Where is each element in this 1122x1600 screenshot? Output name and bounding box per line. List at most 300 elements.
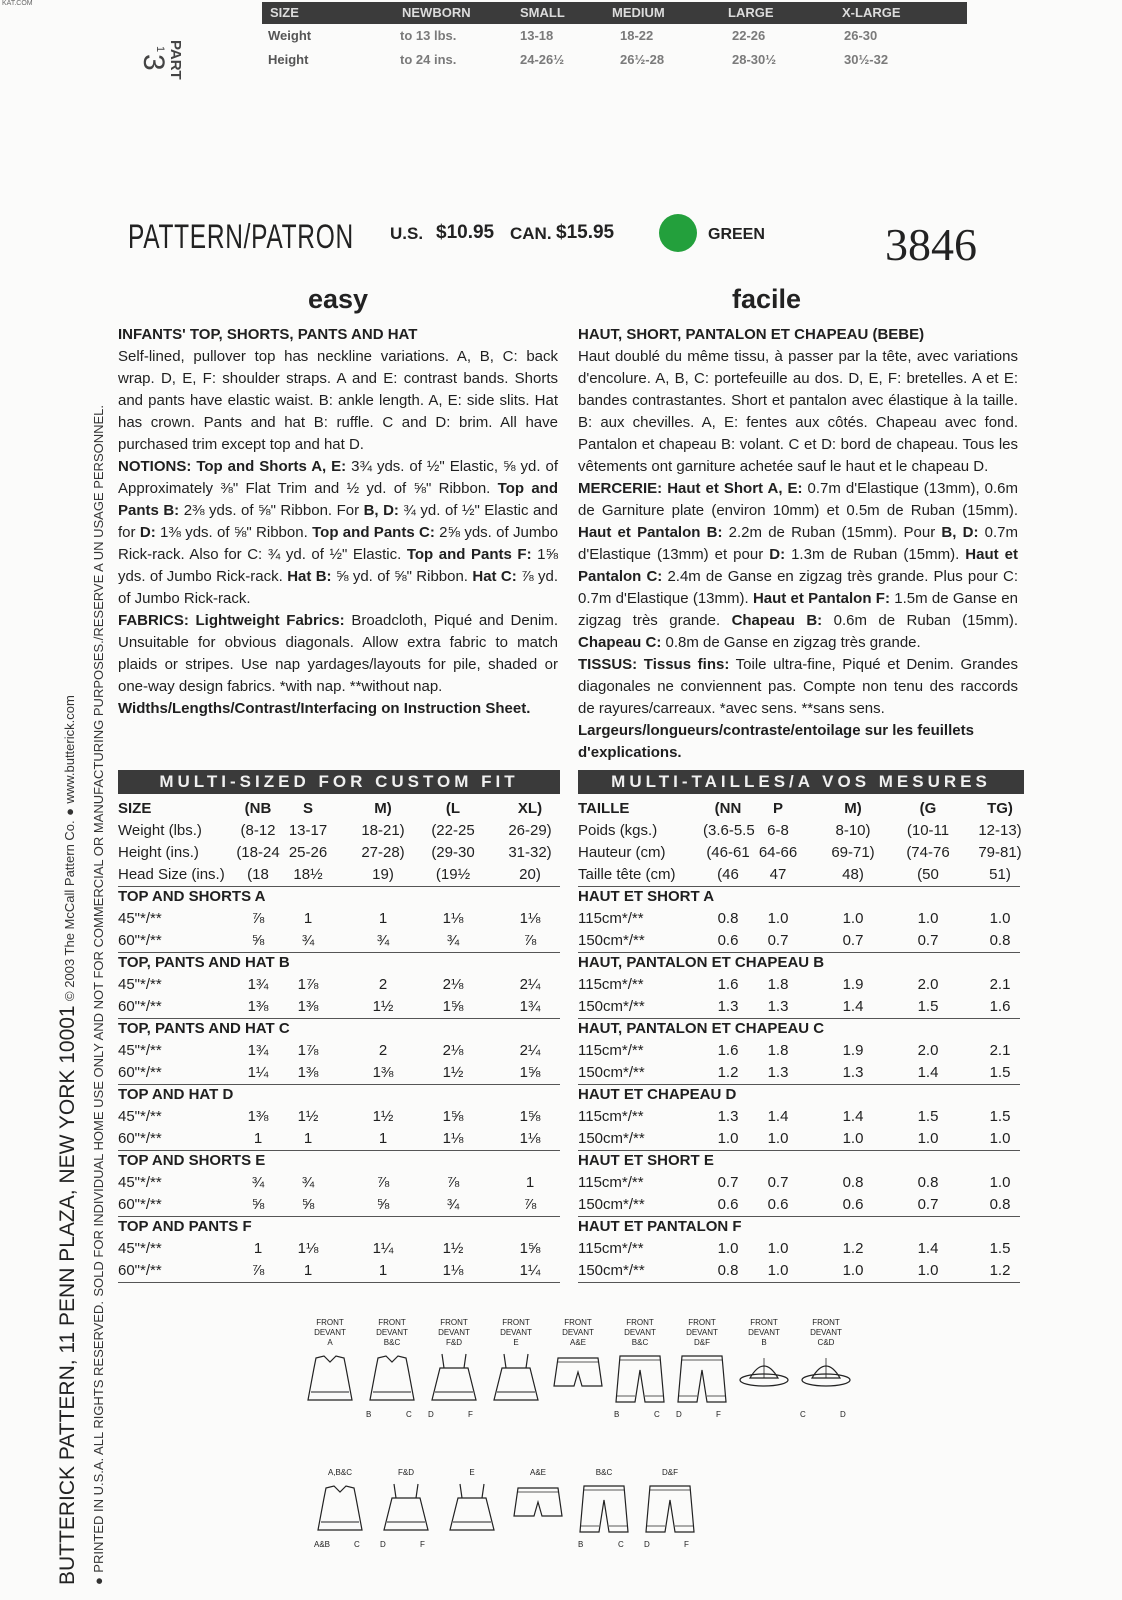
part-number: 3	[137, 54, 170, 71]
yardage-row	[118, 1040, 560, 1062]
notions-text: 0.8m de Ganse en zigzag très grande.	[665, 634, 921, 651]
sketch-caption: FRONT	[750, 1318, 778, 1327]
cell-value: 1.4	[842, 998, 864, 1015]
sketch-caption: D&F	[694, 1338, 710, 1347]
cell-value: 69-71)	[831, 844, 875, 861]
cell-value: 0.7	[917, 932, 939, 949]
bullet: ●	[91, 1577, 106, 1585]
sketch-caption: E	[469, 1468, 475, 1477]
view-letter: B	[578, 1540, 584, 1549]
cell-value: 1½	[442, 1240, 464, 1257]
cell-value: 1⅞	[297, 1042, 319, 1059]
cell-value: (22-25	[431, 822, 475, 839]
bullet: ●	[62, 808, 77, 816]
cell-value: (50	[917, 866, 939, 883]
pants-sketch-icon	[642, 1482, 698, 1538]
cell-value: 25-26	[288, 844, 328, 861]
cell-value: 1.2	[842, 1240, 864, 1257]
cell-value: 2⅛	[442, 1042, 464, 1059]
cell-value: ⅞	[446, 1174, 460, 1191]
row-label: HAUT ET CHAPEAU D	[578, 1086, 737, 1103]
cell-value: 0.7	[917, 1196, 939, 1213]
cell-value: 1.3	[767, 1064, 789, 1081]
cell-value: 1¾	[247, 1042, 269, 1059]
cell-value: 79-81)	[978, 844, 1022, 861]
size-header-row	[118, 798, 560, 820]
part-indicator	[137, 40, 184, 86]
size-header-row	[578, 798, 1020, 820]
size-head: X-LARGE	[842, 5, 901, 20]
cell-value: 1⅛	[297, 1240, 319, 1257]
cell-value: 26-29)	[508, 822, 552, 839]
sketch-caption: A,B&C	[327, 1468, 352, 1477]
size-head: NEWBORN	[402, 5, 471, 20]
sketch-caption: A	[327, 1338, 333, 1347]
cell-value: ⅝	[376, 1196, 390, 1213]
cell-value: 1.0	[842, 1262, 864, 1279]
view-group-title	[578, 1150, 1020, 1172]
row-label: HAUT ET SHORT E	[578, 1152, 714, 1169]
cell-value: 0.7	[717, 1174, 739, 1191]
front-sketch-2	[362, 1318, 422, 1419]
notions-text: 1.5m de Ganse en zigzag très grande.	[578, 590, 1018, 629]
cell-value: 1¾	[247, 976, 269, 993]
pants-sketch-icon	[612, 1352, 668, 1408]
notions-text: ⅞ yd. of Jumbo Rick-rack.	[118, 568, 558, 607]
cell-value: ⅝	[301, 1196, 315, 1213]
sketch-caption: F&D	[446, 1338, 462, 1347]
sketch-caption: DEVANT	[748, 1328, 780, 1337]
footer-fr: Largeurs/longueurs/contraste/entoilage sur les feuillets d'explications.	[578, 722, 974, 761]
cell-value: 1.0	[767, 910, 789, 927]
cell-value: 1½	[372, 1108, 394, 1125]
cell-value: 1⅝	[442, 998, 464, 1015]
yardage-row	[118, 1238, 560, 1260]
row-label: 60"*/**	[118, 1130, 162, 1147]
fabrics-fr	[578, 654, 1018, 720]
view-group-title	[578, 1018, 1020, 1040]
cell-value: (29-30	[431, 844, 475, 861]
cell-value: 1⅜	[372, 1064, 394, 1081]
row-label: SIZE	[118, 800, 152, 817]
cell-value: S	[302, 800, 313, 817]
cell-value: 2⅛	[442, 976, 464, 993]
notions-text: 0.7m d'Elastique (13mm) et pour	[578, 524, 1019, 563]
size-cell: 13-18	[520, 28, 554, 43]
yardage-row	[118, 996, 560, 1019]
cell-value: 1⅜	[297, 998, 319, 1015]
cell-value: 1.9	[842, 1042, 864, 1059]
cell-value: 1.4	[767, 1108, 789, 1125]
view-letter: D	[428, 1410, 434, 1419]
cell-value: 64-66	[758, 844, 798, 861]
row-label: 150cm*/**	[578, 932, 645, 949]
row-label: HAUT, PANTALON ET CHAPEAU B	[578, 954, 825, 971]
cell-value: 1	[303, 910, 313, 927]
row-label: Height (ins.)	[118, 844, 199, 861]
yardage-row	[578, 1172, 1020, 1194]
view-group-title	[118, 1150, 560, 1172]
measure-row	[578, 842, 1020, 864]
size-cell: 18-22	[620, 28, 654, 43]
usage: SOLD FOR INDIVIDUAL HOME USE ONLY AND NOT FOR COMMERCIAL OR MANUFACTURING PURPOSES./RESERVE A UN USAGE PERSONNEL.	[91, 404, 106, 1297]
row-label: 45"*/**	[118, 976, 162, 993]
row-label: TOP, PANTS AND HAT C	[118, 1020, 290, 1037]
cell-value: 1.3	[767, 998, 789, 1015]
cell-value: XL)	[517, 800, 543, 817]
description-en	[118, 324, 558, 720]
row-label: 45"*/**	[118, 1240, 162, 1257]
sketch-caption: E	[513, 1338, 519, 1347]
row-label: TOP AND SHORTS A	[118, 888, 266, 905]
back-sketch-4	[508, 1468, 568, 1538]
difficulty-en: easy	[308, 284, 369, 314]
row-label: 150cm*/**	[578, 1196, 645, 1213]
measure-row	[118, 842, 560, 864]
yardage-row	[578, 1062, 1020, 1085]
rights: PRINTED IN U.S.A. ALL RIGHTS RESERVED.	[91, 1301, 106, 1573]
row-label: 60"*/**	[118, 1064, 162, 1081]
cell-value: 1.5	[989, 1108, 1011, 1125]
sketch-caption: DEVANT	[376, 1328, 408, 1337]
sketch-caption: B&C	[383, 1338, 401, 1347]
row-label: Taille tête (cm)	[578, 866, 676, 883]
sketch-caption: DEVANT	[500, 1328, 532, 1337]
cell-value: 1⅛	[519, 910, 541, 927]
row-label: 150cm*/**	[578, 1262, 645, 1279]
cell-value: 1.0	[917, 1130, 939, 1147]
cell-value: 1⅜	[247, 1108, 269, 1125]
strap-sketch-icon	[488, 1352, 544, 1408]
part-label: PART	[167, 40, 184, 80]
row-label: HAUT, PANTALON ET CHAPEAU C	[578, 1020, 825, 1037]
yardage-row	[118, 1260, 560, 1283]
cell-value: 0.8	[842, 1174, 864, 1191]
us-price: $10.95	[436, 222, 495, 243]
cell-value: 13-17	[288, 822, 328, 839]
notions-key: Hat B:	[287, 568, 332, 585]
size-cell: Weight	[268, 28, 312, 43]
cell-value: 1.2	[989, 1262, 1011, 1279]
cell-value: 0.6	[717, 1196, 739, 1213]
row-label: HAUT ET PANTALON F	[578, 1218, 742, 1235]
view-letter: C	[800, 1410, 806, 1419]
cell-value: 1⅛	[442, 910, 464, 927]
part-of: 1	[154, 46, 166, 53]
view-group-title	[578, 886, 1020, 908]
cell-value: 27-28)	[361, 844, 405, 861]
shorts-sketch-icon	[510, 1482, 566, 1538]
cell-value: 1⅛	[519, 1130, 541, 1147]
cell-value: TG)	[987, 800, 1013, 817]
cell-value: ⅞	[251, 910, 265, 927]
publisher: BUTTERICK PATTERN, 11 PENN PLAZA, NEW YORK 10001	[56, 1005, 79, 1585]
cell-value: 2.0	[917, 1042, 939, 1059]
cell-value: 0.6	[842, 1196, 864, 1213]
yardage-row	[118, 1194, 560, 1217]
cell-value: 1.9	[842, 976, 864, 993]
cell-value: 1½	[372, 998, 394, 1015]
cell-value: ⅞	[523, 932, 537, 949]
cell-value: (46-61	[706, 844, 750, 861]
cell-value: 1.3	[842, 1064, 864, 1081]
cell-value: 2¼	[519, 1042, 541, 1059]
row-label: 115cm*/**	[578, 1042, 644, 1059]
notions-key: B, D:	[363, 502, 399, 519]
cell-value: 1⅛	[442, 1262, 464, 1279]
size-cell: to 24 ins.	[400, 52, 457, 67]
pattern-number: 3846	[885, 219, 977, 270]
cell-value: 2.1	[989, 976, 1011, 993]
row-label: 60"*/**	[118, 1262, 162, 1279]
size-cell: 28-30½	[732, 52, 777, 67]
view-letter: D	[840, 1410, 846, 1419]
view-letter: D	[676, 1410, 682, 1419]
view-letter: D	[380, 1540, 386, 1549]
cell-value: M)	[844, 800, 862, 817]
corner-tag: KAT.COM	[2, 0, 33, 7]
side-imprint	[56, 285, 80, 1585]
notions-key: Haut et Pantalon F:	[752, 590, 890, 607]
size-chart-height-row	[268, 52, 968, 70]
cell-value: 1.4	[917, 1240, 939, 1257]
cell-value: 1¾	[519, 998, 541, 1015]
cell-value: 1.0	[767, 1262, 789, 1279]
cell-value: 1	[253, 1130, 263, 1147]
cell-value: 1.0	[989, 1130, 1011, 1147]
notions-key: Top and Shorts A, E:	[196, 458, 347, 475]
copyright: © 2003 The McCall Pattern Co.	[62, 820, 77, 1001]
sketch-caption: A&E	[529, 1468, 546, 1477]
yardage-row	[578, 1128, 1020, 1151]
row-label: 45"*/**	[118, 1042, 162, 1059]
row-label: 115cm*/**	[578, 910, 644, 927]
front-sketch-6	[610, 1318, 670, 1419]
title-en: INFANTS' TOP, SHORTS, PANTS AND HAT	[118, 326, 418, 343]
sketch-caption: DEVANT	[438, 1328, 470, 1337]
cell-value: 1.0	[842, 1130, 864, 1147]
back-sketch-1	[310, 1468, 370, 1549]
yardage-row	[578, 930, 1020, 953]
top-sketch-icon	[364, 1352, 420, 1408]
notions-text: 2⅝ yds. of Jumbo Rick-rack. Also for C: ¾ yd. of ½" Elastic.	[118, 524, 559, 563]
sketch-caption: FRONT	[626, 1318, 654, 1327]
cell-value: 1⅝	[519, 1240, 541, 1257]
notions-key: Top and Pants B:	[118, 480, 558, 519]
sketch-caption: FRONT	[502, 1318, 530, 1327]
view-group-title	[118, 952, 560, 974]
table-banner-fr: MULTI-TAILLES/A VOS MESURES	[578, 770, 1024, 794]
cell-value: 1	[303, 1262, 313, 1279]
back-sketch-2	[376, 1468, 436, 1549]
strap-sketch-icon	[378, 1482, 434, 1538]
website: www.butterick.com	[62, 695, 77, 804]
notions-text: ⅝ yd. of ⅝" Ribbon.	[335, 568, 468, 585]
view-group-title	[578, 952, 1020, 974]
cell-value: 1⅝	[519, 1064, 541, 1081]
sketch-caption: DEVANT	[562, 1328, 594, 1337]
cell-value: 1⅝	[519, 1108, 541, 1125]
cell-value: (NN	[714, 800, 742, 817]
row-label: 60"*/**	[118, 998, 162, 1015]
notions-key: Top and Pants C:	[312, 524, 435, 541]
cell-value: ¾	[301, 932, 315, 949]
cell-value: 31-32)	[508, 844, 552, 861]
view-letter: B	[614, 1410, 620, 1419]
row-label: 150cm*/**	[578, 1130, 645, 1147]
sketch-caption: B&C	[631, 1338, 649, 1347]
view-letter: C	[654, 1410, 660, 1419]
back-sketch-3	[442, 1468, 502, 1538]
cell-value: 1¼	[519, 1262, 541, 1279]
cell-value: (10-11	[906, 822, 950, 839]
view-group-title	[118, 1018, 560, 1040]
notions-key: Haut et Pantalon B:	[578, 524, 723, 541]
view-letter: F	[716, 1410, 721, 1419]
size-cell: Height	[268, 52, 309, 67]
desc-fr: Haut doublé du même tissu, à passer par la tête, avec variations d'encolure. A, B, C: portefeuille au dos. D, E, F: bretelles. A et E: bandes contrastantes. Short et pantalon avec élastique à la taille. B: aux chevilles. A, E: fentes aux côtés. Chapeau avec fond. Pantalon et chapeau B: volant. C et D: bord de chapeau. Tous les vêtements ont garniture achetée sauf le haut et le chapeau D.	[578, 348, 1018, 475]
measure-row	[118, 820, 560, 842]
cell-value: 2.0	[917, 976, 939, 993]
notions-en	[118, 456, 558, 610]
hat-sketch-icon	[798, 1352, 854, 1408]
front-sketch-7	[672, 1318, 732, 1419]
cell-value: 1.5	[917, 1108, 939, 1125]
difficulty-fr: facile	[732, 284, 802, 314]
cell-value: 1.8	[767, 976, 789, 993]
cell-value: 0.8	[917, 1174, 939, 1191]
size-chart-weight-row	[268, 28, 968, 46]
cell-value: 1.0	[989, 910, 1011, 927]
sketch-caption: FRONT	[378, 1318, 406, 1327]
view-group-title	[118, 1084, 560, 1106]
view-group-title	[578, 1084, 1020, 1106]
cell-value: 1.5	[989, 1240, 1011, 1257]
sketch-caption: FRONT	[564, 1318, 592, 1327]
cell-value: 1	[378, 1262, 388, 1279]
view-letter: F	[684, 1540, 689, 1549]
cell-value: 2¼	[519, 976, 541, 993]
sketch-caption: FRONT	[316, 1318, 344, 1327]
notions-key: Haut et Pantalon C:	[578, 546, 1018, 585]
cell-value: 0.8	[989, 932, 1011, 949]
row-label: TOP AND HAT D	[118, 1086, 234, 1103]
cell-value: 0.7	[842, 932, 864, 949]
notions-text: 3¾ yds. of ½" Elastic, ⅝ yd. of Approximately ⅜" Flat Trim and ½ yd. of ⅝" Ribbon.	[118, 458, 558, 497]
size-head: LARGE	[728, 5, 774, 20]
front-sketch-8	[734, 1318, 794, 1408]
size-cell: 22-26	[732, 28, 766, 43]
row-label: 115cm*/**	[578, 1240, 644, 1257]
cell-value: 0.8	[717, 1262, 739, 1279]
yardage-row	[118, 1128, 560, 1151]
row-label: 150cm*/**	[578, 998, 645, 1015]
view-letter: F	[468, 1410, 473, 1419]
sketch-caption: D&F	[662, 1468, 678, 1477]
notions-text: 2⅜ yds. of ⅝" Ribbon. For	[183, 502, 360, 519]
notions-text: 1⅝ yds. of Jumbo Rick-rack.	[118, 546, 559, 585]
description-fr	[578, 324, 1018, 764]
row-label: 45"*/**	[118, 1174, 162, 1191]
row-label: TOP AND SHORTS E	[118, 1152, 266, 1169]
fabrics-text: Broadcloth, Piqué and Denim. Unsuitable for obvious diagonals. Allow extra fabric to match plaids or stripes. Use nap yardages/layouts for pile, shaded or one-way design fabrics. *with nap. **without nap.	[118, 612, 559, 695]
fabrics-text: Toile ultra-fine, Piqué et Denim. Grandes diagonales ne conviennent pas. Compte non tenu des raccords de rayures/carreaux. *avec sens. **sans sens.	[578, 656, 1018, 717]
can-label: CAN.	[510, 224, 552, 243]
notions-key: D:	[769, 546, 786, 563]
us-label: U.S.	[390, 224, 424, 243]
view-letter: C	[618, 1540, 624, 1549]
cell-value: 6-8	[767, 822, 789, 839]
view-letter: F	[420, 1540, 425, 1549]
cell-value: 18-21)	[361, 822, 405, 839]
sketch-caption: DEVANT	[686, 1328, 718, 1337]
cell-value: 0.8	[989, 1196, 1011, 1213]
cell-value: (46	[717, 866, 739, 883]
notions-label: NOTIONS:	[118, 458, 192, 475]
cell-value: (3.6-5.5	[703, 822, 755, 839]
cell-value: 1.3	[717, 998, 739, 1015]
pants-sketch-icon	[576, 1482, 632, 1538]
sketch-caption: DEVANT	[810, 1328, 842, 1337]
row-label: TOP AND PANTS F	[118, 1218, 252, 1235]
cell-value: 1.2	[717, 1064, 739, 1081]
cell-value: 1⅜	[247, 998, 269, 1015]
cell-value: ⅝	[251, 1196, 265, 1213]
pants-sketch-icon	[674, 1352, 730, 1408]
notions-text: 1.3m de Ruban (15mm).	[791, 546, 960, 563]
notions-fr	[578, 478, 1018, 654]
notions-label: MERCERIE:	[578, 480, 663, 497]
cell-value: 1.5	[917, 998, 939, 1015]
yardage-row	[578, 1194, 1020, 1217]
top-sketch-icon	[302, 1352, 358, 1408]
cell-value: 1	[525, 1174, 535, 1191]
shorts-sketch-icon	[550, 1352, 606, 1408]
cell-value: P	[772, 800, 783, 817]
notions-text: 2.4m de Ganse en zigzag très grande. Plus pour C: 0.7m d'Elastique (13mm).	[578, 568, 1019, 607]
yardage-row	[578, 1040, 1020, 1062]
cell-value: 1.8	[767, 1042, 789, 1059]
view-group-title	[578, 1216, 1020, 1238]
table-banner-en: MULTI-SIZED FOR CUSTOM FIT	[118, 770, 560, 794]
cell-value: 1	[378, 1130, 388, 1147]
cell-value: 18½	[293, 866, 323, 883]
view-letter: C	[354, 1540, 360, 1549]
cell-value: 1.0	[989, 1174, 1011, 1191]
row-label: Weight (lbs.)	[118, 822, 202, 839]
cell-value: 1.0	[767, 1130, 789, 1147]
fabrics-key: Lightweight Fabrics:	[195, 612, 345, 629]
notions-text: ¾ yd. of ½" Elastic and for	[118, 502, 558, 541]
sketch-caption: DEVANT	[624, 1328, 656, 1337]
cell-value: 1¼	[372, 1240, 394, 1257]
notions-key: Hat C:	[472, 568, 517, 585]
cell-value: 1½	[442, 1064, 464, 1081]
fabrics-key: Tissus fins:	[643, 656, 730, 673]
side-imprint-rights	[90, 285, 108, 1585]
row-label: 45"*/**	[118, 910, 162, 927]
yardage-row	[118, 930, 560, 953]
cell-value: 1	[253, 1240, 263, 1257]
cell-value: 0.8	[717, 910, 739, 927]
notions-key: D:	[139, 524, 156, 541]
notions-key: Chapeau B:	[731, 612, 823, 629]
cell-value: 1.0	[717, 1240, 739, 1257]
cell-value: 1.0	[842, 910, 864, 927]
cell-value: 1¼	[247, 1064, 269, 1081]
row-label: Hauteur (cm)	[578, 844, 666, 861]
sketch-caption: B&C	[595, 1468, 613, 1477]
